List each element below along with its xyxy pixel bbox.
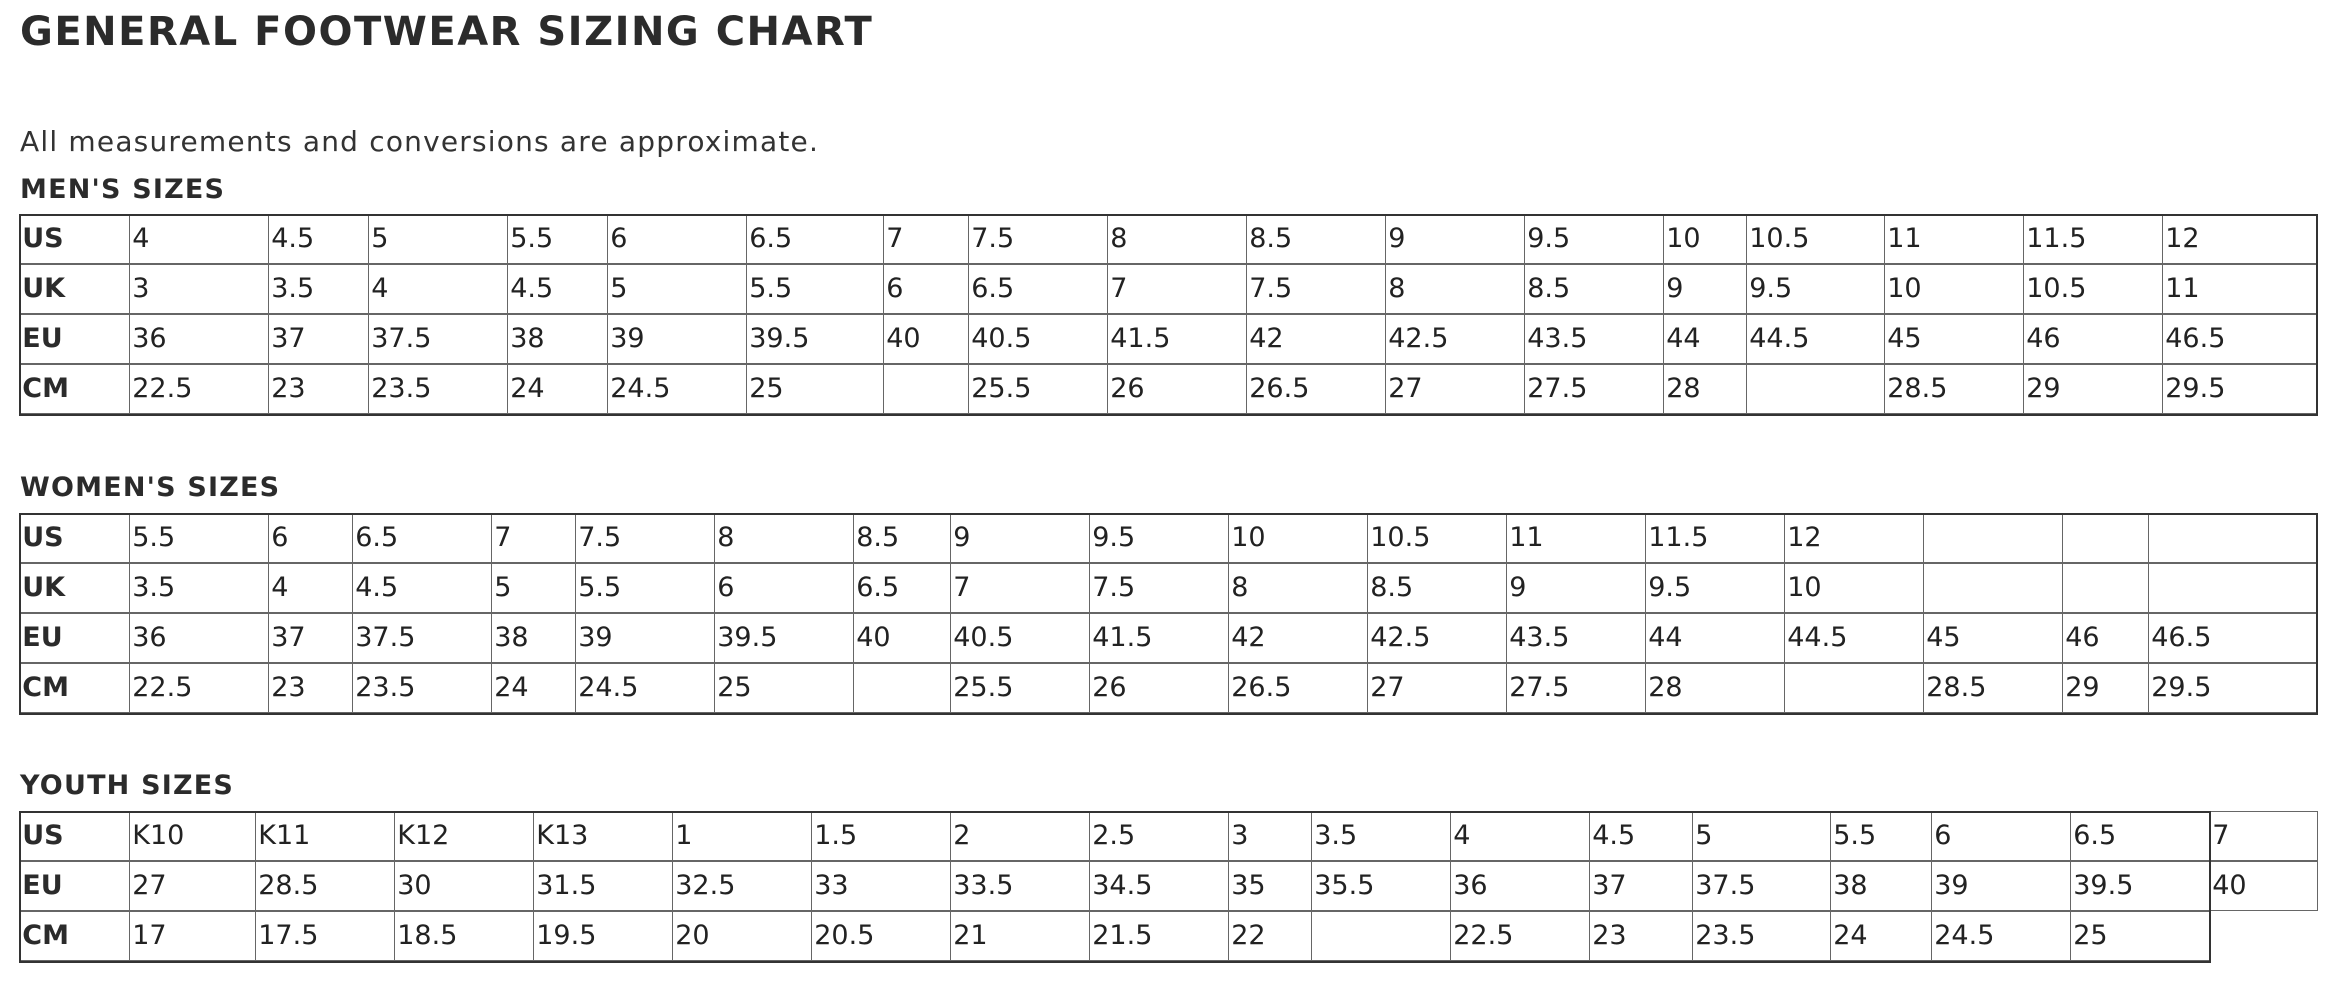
size-cell: 29.5 xyxy=(2148,663,2318,713)
size-cell: 40.5 xyxy=(950,613,1091,663)
size-cell: 3.5 xyxy=(268,264,370,314)
size-cell: 44 xyxy=(1645,613,1786,663)
table-row xyxy=(20,514,2317,564)
size-cell: 40.5 xyxy=(968,314,1109,364)
size-cell: 25 xyxy=(746,364,885,414)
size-cell: K13 xyxy=(533,811,674,861)
size-cell: 11 xyxy=(1884,214,2025,264)
size-cell: 7 xyxy=(950,563,1091,613)
size-cell: 39.5 xyxy=(714,613,855,663)
size-cell xyxy=(1923,513,2064,563)
size-cell: 3.5 xyxy=(1311,811,1452,861)
size-cell: 37.5 xyxy=(368,314,509,364)
table-row xyxy=(20,365,2317,415)
size-cell: 4.5 xyxy=(507,264,609,314)
size-cell: 28.5 xyxy=(1884,364,2025,414)
size-cell: K12 xyxy=(394,811,535,861)
size-cell: 11 xyxy=(2162,264,2318,314)
size-cell: 2 xyxy=(950,811,1091,861)
size-cell: 39.5 xyxy=(746,314,885,364)
size-cell: 39.5 xyxy=(2070,861,2211,911)
size-cell: 10.5 xyxy=(1367,513,1508,563)
size-cell: 10 xyxy=(1784,563,1925,613)
size-cell: 38 xyxy=(1830,861,1933,911)
size-cell: 26 xyxy=(1107,364,1248,414)
size-cell: 17 xyxy=(129,911,257,961)
size-cell xyxy=(1784,663,1925,713)
size-cell xyxy=(2148,563,2318,613)
womens-sizes-heading: WOMEN'S SIZES xyxy=(20,472,281,503)
size-cell: 4.5 xyxy=(1589,811,1694,861)
size-cell: 33 xyxy=(811,861,952,911)
size-cell: 44.5 xyxy=(1784,613,1925,663)
size-cell: 22.5 xyxy=(129,663,270,713)
size-cell: 24 xyxy=(491,663,577,713)
size-cell: 27.5 xyxy=(1524,364,1665,414)
table-row xyxy=(20,862,2317,912)
size-cell: 36 xyxy=(129,613,270,663)
size-cell xyxy=(1311,911,1452,961)
size-cell: 40 xyxy=(853,613,952,663)
row-label-cell: EU xyxy=(19,861,131,911)
row-label-cell: EU xyxy=(19,613,131,663)
size-cell: 8.5 xyxy=(1367,563,1508,613)
size-cell: 22.5 xyxy=(129,364,270,414)
size-cell: 9.5 xyxy=(1645,563,1786,613)
table-row xyxy=(20,614,2317,664)
youth-sizes-heading: YOUTH SIZES xyxy=(20,770,235,801)
size-cell: 46 xyxy=(2062,613,2150,663)
size-cell: 22.5 xyxy=(1450,911,1591,961)
row-label-cell: CM xyxy=(19,663,131,713)
size-cell: 8 xyxy=(714,513,855,563)
size-cell xyxy=(853,663,952,713)
size-cell: 5 xyxy=(368,214,509,264)
size-cell: 45 xyxy=(1923,613,2064,663)
size-cell: 7.5 xyxy=(1089,563,1230,613)
size-cell: 31.5 xyxy=(533,861,674,911)
size-cell: 30 xyxy=(394,861,535,911)
table-row xyxy=(20,564,2317,614)
size-cell: 10 xyxy=(1663,214,1748,264)
size-cell: 24.5 xyxy=(575,663,716,713)
size-cell: 21.5 xyxy=(1089,911,1230,961)
size-cell: 46 xyxy=(2023,314,2164,364)
size-cell: 37 xyxy=(268,314,370,364)
size-cell: 37.5 xyxy=(352,613,493,663)
size-cell: 27 xyxy=(129,861,257,911)
size-cell: 28 xyxy=(1645,663,1786,713)
size-cell: 19.5 xyxy=(533,911,674,961)
size-cell: 6 xyxy=(607,214,748,264)
size-cell: 35.5 xyxy=(1311,861,1452,911)
size-cell: 43.5 xyxy=(1506,613,1647,663)
size-cell xyxy=(1923,563,2064,613)
size-cell: 26.5 xyxy=(1228,663,1369,713)
size-cell: 28.5 xyxy=(255,861,396,911)
size-cell: 5.5 xyxy=(507,214,609,264)
size-cell: 39 xyxy=(1931,861,2072,911)
size-cell: 29 xyxy=(2023,364,2164,414)
size-cell: K10 xyxy=(129,811,257,861)
size-cell: 4 xyxy=(368,264,509,314)
size-cell xyxy=(883,364,970,414)
size-cell: 37 xyxy=(1589,861,1694,911)
size-cell: 5.5 xyxy=(746,264,885,314)
row-label-cell: UK xyxy=(19,563,131,613)
size-cell: 42 xyxy=(1228,613,1369,663)
size-cell: 5.5 xyxy=(1830,811,1933,861)
size-cell: 4.5 xyxy=(268,214,370,264)
size-cell: 9 xyxy=(1663,264,1748,314)
size-cell: 45 xyxy=(1884,314,2025,364)
size-cell: 37.5 xyxy=(1692,861,1832,911)
size-cell: 7 xyxy=(883,214,970,264)
size-cell: 9.5 xyxy=(1089,513,1230,563)
size-cell: 5.5 xyxy=(129,513,270,563)
size-cell: 44.5 xyxy=(1746,314,1886,364)
size-cell: 3.5 xyxy=(129,563,270,613)
size-cell: 42.5 xyxy=(1367,613,1508,663)
size-cell: 35 xyxy=(1228,861,1313,911)
size-cell: 44 xyxy=(1663,314,1748,364)
size-cell: 38 xyxy=(491,613,577,663)
size-cell: 12 xyxy=(1784,513,1925,563)
size-cell: 4.5 xyxy=(352,563,493,613)
size-cell: 32.5 xyxy=(672,861,813,911)
row-label-cell: US xyxy=(19,214,131,264)
mens-sizes-heading: MEN'S SIZES xyxy=(20,174,226,205)
size-cell: 20.5 xyxy=(811,911,952,961)
table-row xyxy=(20,215,2317,265)
size-cell: 46.5 xyxy=(2162,314,2318,364)
size-cell: 34.5 xyxy=(1089,861,1230,911)
size-cell: 42 xyxy=(1246,314,1387,364)
size-cell: 26.5 xyxy=(1246,364,1387,414)
size-cell: 8 xyxy=(1228,563,1369,613)
size-cell: 2.5 xyxy=(1089,811,1230,861)
row-label-cell: US xyxy=(19,811,131,861)
size-cell: 26 xyxy=(1089,663,1230,713)
size-cell: 24 xyxy=(1830,911,1933,961)
size-cell: 7.5 xyxy=(1246,264,1387,314)
size-cell xyxy=(2062,513,2150,563)
size-cell: 11.5 xyxy=(1645,513,1786,563)
size-cell: 42.5 xyxy=(1385,314,1526,364)
size-cell: 24.5 xyxy=(1931,911,2072,961)
size-cell: 27 xyxy=(1367,663,1508,713)
size-cell: 25 xyxy=(714,663,855,713)
size-cell: 9 xyxy=(950,513,1091,563)
size-cell: 23 xyxy=(268,663,354,713)
size-cell: 29 xyxy=(2062,663,2150,713)
size-cell: 22 xyxy=(1228,911,1313,961)
size-cell: 7 xyxy=(2209,811,2318,861)
size-cell: 8 xyxy=(1385,264,1526,314)
size-cell: 24 xyxy=(507,364,609,414)
size-cell: 21 xyxy=(950,911,1091,961)
size-cell: 38 xyxy=(507,314,609,364)
size-cell: 6 xyxy=(714,563,855,613)
size-cell: 8.5 xyxy=(1246,214,1387,264)
size-cell: 12 xyxy=(2162,214,2318,264)
size-cell: 9.5 xyxy=(1524,214,1665,264)
size-cell: 6.5 xyxy=(968,264,1109,314)
size-cell: 3 xyxy=(1228,811,1313,861)
size-cell: 10 xyxy=(1884,264,2025,314)
size-cell: 4 xyxy=(1450,811,1591,861)
size-cell: 23 xyxy=(268,364,370,414)
row-label-cell: US xyxy=(19,513,131,563)
size-cell: 5 xyxy=(1692,811,1832,861)
size-cell: 27 xyxy=(1385,364,1526,414)
size-cell: 25.5 xyxy=(950,663,1091,713)
size-cell: 3 xyxy=(129,264,270,314)
size-cell: 5 xyxy=(607,264,748,314)
size-cell: 41.5 xyxy=(1089,613,1230,663)
size-cell: 23.5 xyxy=(352,663,493,713)
table-row xyxy=(20,664,2317,714)
size-cell: 39 xyxy=(575,613,716,663)
size-cell: 6.5 xyxy=(2070,811,2211,861)
size-cell: 11.5 xyxy=(2023,214,2164,264)
size-cell: 8.5 xyxy=(1524,264,1665,314)
size-cell: 9 xyxy=(1385,214,1526,264)
size-cell: 43.5 xyxy=(1524,314,1665,364)
size-cell: 6.5 xyxy=(352,513,493,563)
size-cell: 24.5 xyxy=(607,364,748,414)
size-cell: 6 xyxy=(268,513,354,563)
row-label-cell: UK xyxy=(19,264,131,314)
size-cell: 1 xyxy=(672,811,813,861)
size-cell: 20 xyxy=(672,911,813,961)
row-label-cell: CM xyxy=(19,364,131,414)
size-cell: 17.5 xyxy=(255,911,396,961)
page-title: GENERAL FOOTWEAR SIZING CHART xyxy=(20,9,874,55)
size-cell xyxy=(1746,364,1886,414)
size-cell: 9.5 xyxy=(1746,264,1886,314)
size-cell: 28 xyxy=(1663,364,1748,414)
size-cell: 4 xyxy=(268,563,354,613)
row-label-cell: EU xyxy=(19,314,131,364)
size-cell: 10 xyxy=(1228,513,1369,563)
size-cell: 29.5 xyxy=(2162,364,2318,414)
size-cell: K11 xyxy=(255,811,396,861)
size-cell: 7.5 xyxy=(575,513,716,563)
size-cell: 39 xyxy=(607,314,748,364)
size-cell xyxy=(2148,513,2318,563)
size-cell: 5 xyxy=(491,563,577,613)
table-row xyxy=(20,912,2210,962)
size-cell: 23.5 xyxy=(368,364,509,414)
size-cell: 28.5 xyxy=(1923,663,2064,713)
size-cell: 11 xyxy=(1506,513,1647,563)
size-cell: 6.5 xyxy=(853,563,952,613)
size-cell: 9 xyxy=(1506,563,1647,613)
size-cell: 18.5 xyxy=(394,911,535,961)
size-cell: 6 xyxy=(1931,811,2072,861)
size-cell xyxy=(2062,563,2150,613)
size-cell: 7.5 xyxy=(968,214,1109,264)
size-cell: 33.5 xyxy=(950,861,1091,911)
size-cell: 1.5 xyxy=(811,811,952,861)
size-cell: 23 xyxy=(1589,911,1694,961)
size-cell: 7 xyxy=(491,513,577,563)
table-row xyxy=(20,315,2317,365)
size-cell: 37 xyxy=(268,613,354,663)
size-cell: 6.5 xyxy=(746,214,885,264)
size-cell: 40 xyxy=(883,314,970,364)
size-cell: 25.5 xyxy=(968,364,1109,414)
size-cell: 40 xyxy=(2209,861,2318,911)
size-cell: 7 xyxy=(1107,264,1248,314)
size-cell: 46.5 xyxy=(2148,613,2318,663)
size-cell: 25 xyxy=(2070,911,2211,961)
size-cell: 36 xyxy=(1450,861,1591,911)
size-cell: 6 xyxy=(883,264,970,314)
size-cell: 5.5 xyxy=(575,563,716,613)
table-row xyxy=(20,812,2317,862)
size-cell: 10.5 xyxy=(1746,214,1886,264)
row-label-cell: CM xyxy=(19,911,131,961)
approximation-note: All measurements and conversions are approximate. xyxy=(20,125,820,158)
size-cell: 41.5 xyxy=(1107,314,1248,364)
size-cell: 36 xyxy=(129,314,270,364)
size-cell: 23.5 xyxy=(1692,911,1832,961)
table-row xyxy=(20,265,2317,315)
size-cell: 27.5 xyxy=(1506,663,1647,713)
size-cell: 10.5 xyxy=(2023,264,2164,314)
size-cell: 8 xyxy=(1107,214,1248,264)
size-cell: 4 xyxy=(129,214,270,264)
size-cell: 8.5 xyxy=(853,513,952,563)
